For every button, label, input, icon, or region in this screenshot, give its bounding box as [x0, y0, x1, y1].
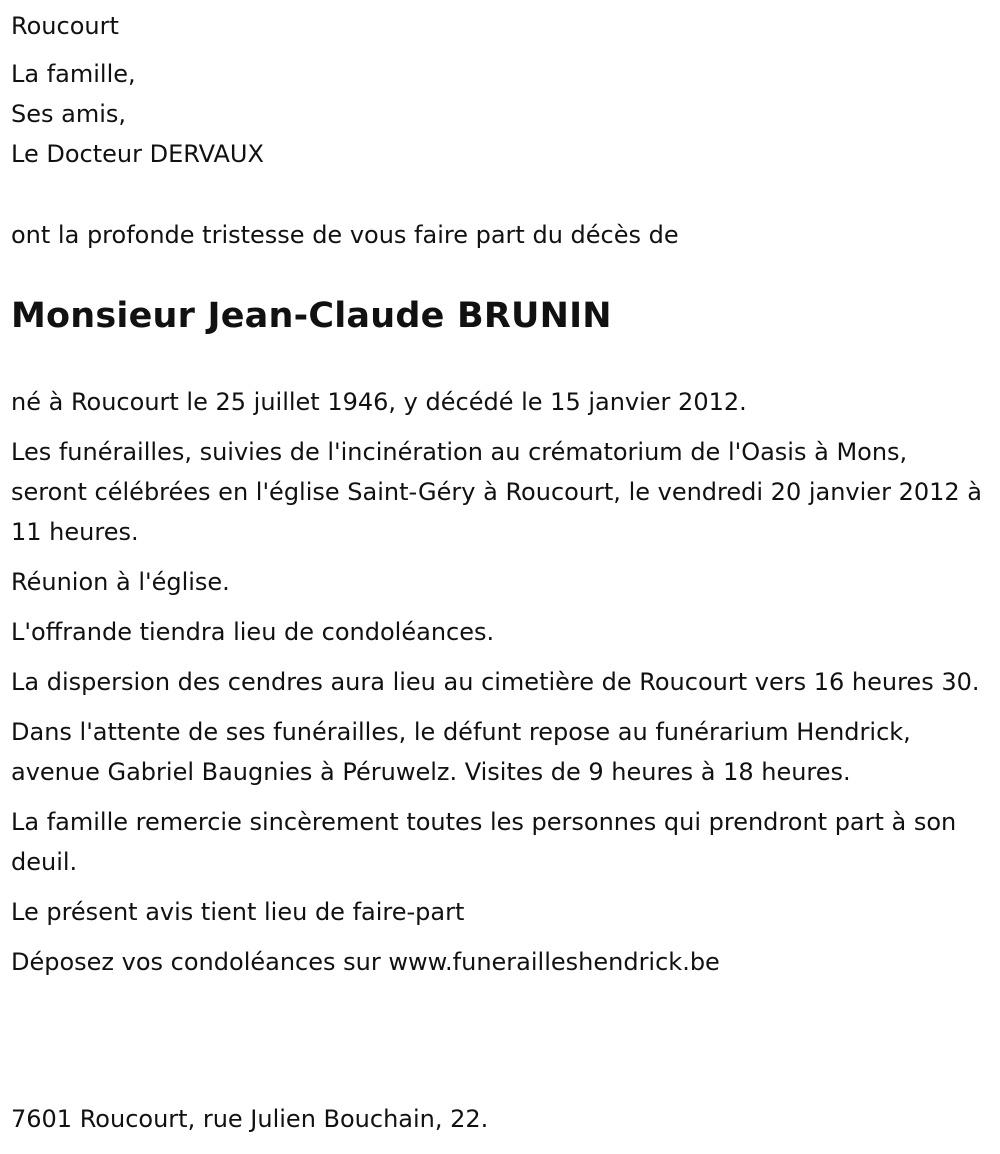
deceased-name: Monsieur Jean-Claude BRUNIN: [11, 296, 612, 336]
notice-paragraph: Le présent avis tient lieu de faire-part: [11, 898, 465, 926]
family-line: Le Docteur DERVAUX: [11, 140, 264, 168]
funeral-details-paragraph: Les funérailles, suivies de l'incinération au crématorium de l'Oasis à Mons, seront célébrées en l'église Saint-Géry à Roucourt, le vendredi 20 janvier 2012 à 11 heures.: [11, 438, 982, 546]
offering-paragraph: L'offrande tiendra lieu de condoléances.: [11, 618, 495, 646]
condolences-paragraph: Déposez vos condoléances sur www.funerailleshendrick.be: [11, 948, 720, 976]
ashes-paragraph: La dispersion des cendres aura lieu au cimetière de Roucourt vers 16 heures 30.: [11, 668, 980, 696]
location-heading: Roucourt: [11, 12, 119, 40]
address-line: 7601 Roucourt, rue Julien Bouchain, 22.: [11, 1105, 489, 1133]
birth-death-paragraph: né à Roucourt le 25 juillet 1946, y décédé le 15 janvier 2012.: [11, 388, 747, 416]
obituary-body: [11, 382, 986, 992]
announcement-intro: ont la profonde tristesse de vous faire part du décès de: [11, 221, 679, 249]
family-list: [11, 54, 264, 174]
family-line: La famille,: [11, 60, 136, 88]
meeting-paragraph: Réunion à l'église.: [11, 568, 230, 596]
family-line: Ses amis,: [11, 100, 127, 128]
thanks-paragraph: La famille remercie sincèrement toutes les personnes qui prendront part à son deuil.: [11, 808, 957, 876]
visitation-paragraph: Dans l'attente de ses funérailles, le défunt repose au funérarium Hendrick, avenue Gabriel Baugnies à Péruwelz. Visites de 9 heures à 18 heures.: [11, 718, 911, 786]
